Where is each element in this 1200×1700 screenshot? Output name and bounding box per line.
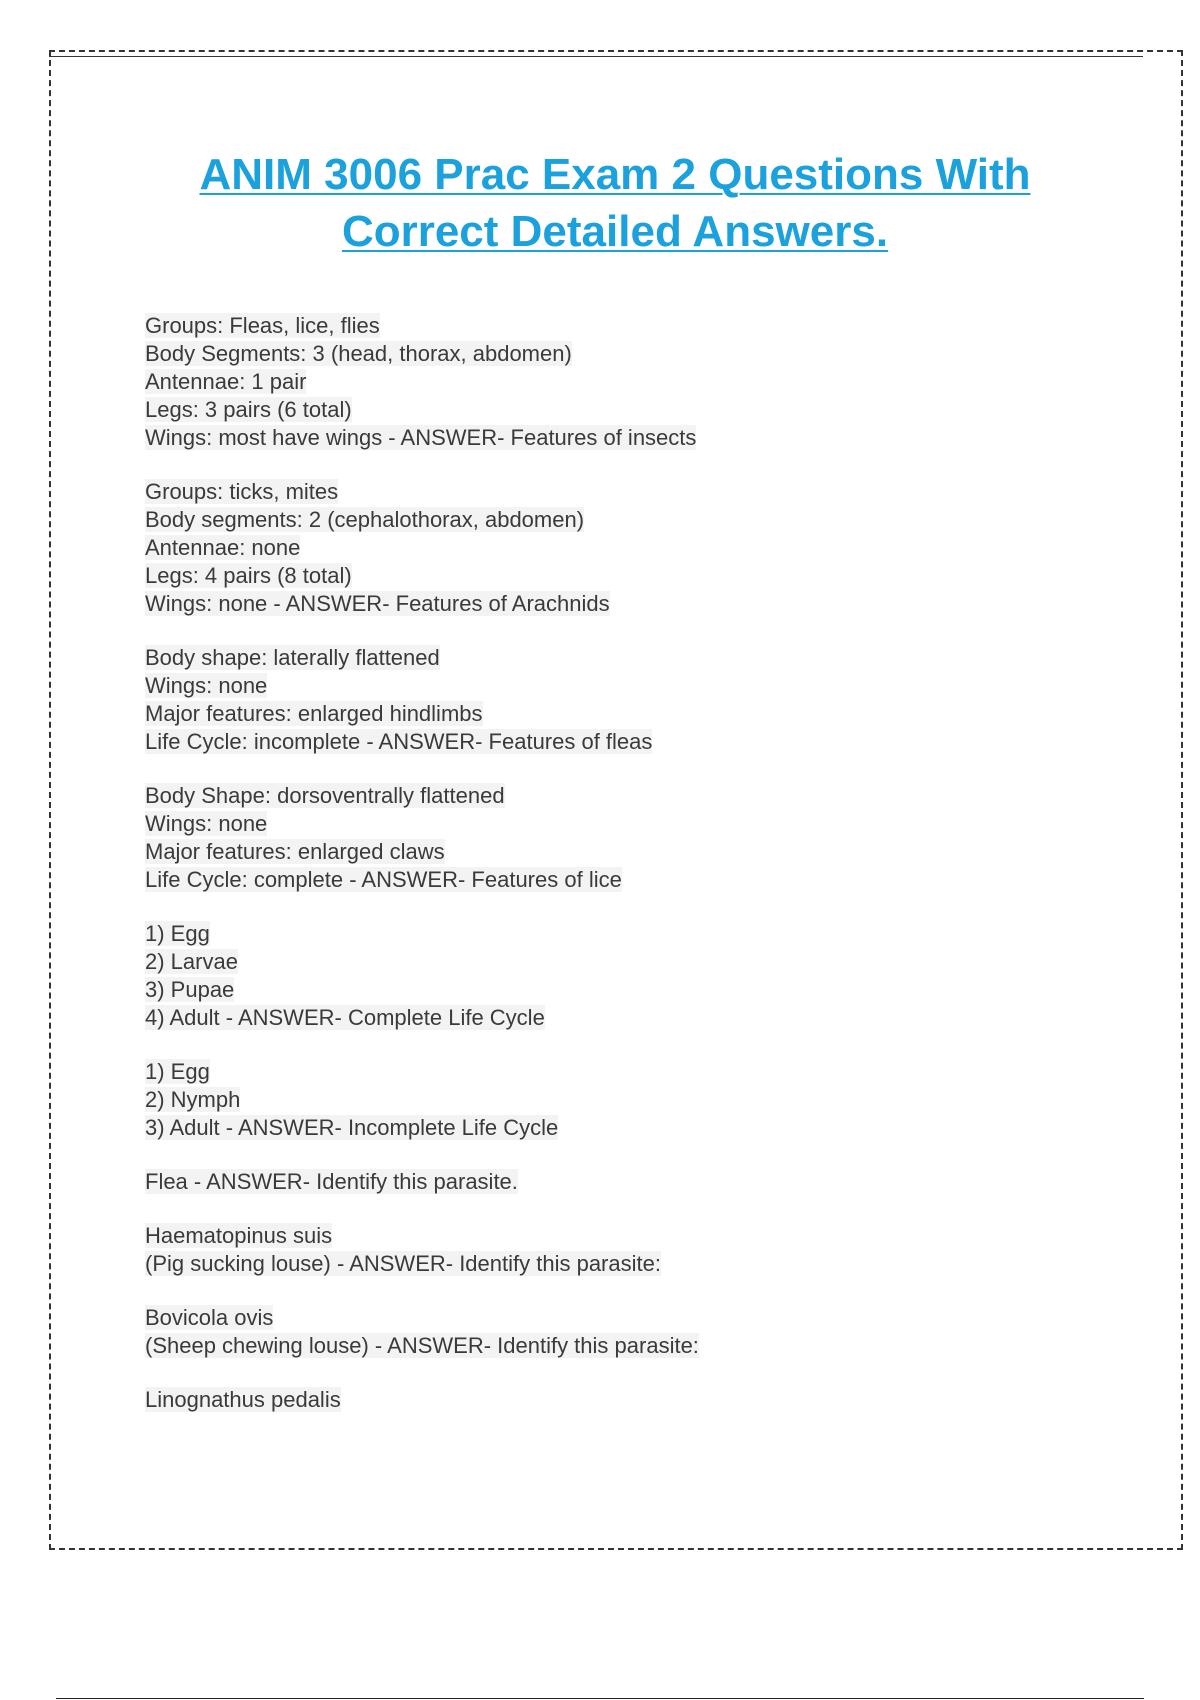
qa-line-text: Groups: ticks, mites [145,479,339,504]
qa-line [145,1058,1105,1086]
qa-line-text: Groups: Fleas, lice, flies [145,313,380,338]
qa-block [145,1058,1105,1142]
qa-line-text: 1) Egg [145,921,210,946]
document-title-line-1: ANIM 3006 Prac Exam 2 Questions With [199,150,1031,199]
qa-block [145,1386,1105,1414]
page-border-top-rule [49,56,1143,57]
qa-line-text: Bovicola ovis [145,1305,274,1330]
qa-line-text: 3) Pupae [145,977,235,1002]
qa-line-text: Linognathus pedalis [145,1387,341,1412]
qa-block [145,920,1105,1032]
qa-line-text: Major features: enlarged claws [145,839,445,864]
qa-line-text: Body shape: laterally flattened [145,645,440,670]
qa-line [145,1250,1105,1278]
qa-block [145,644,1105,756]
qa-line [145,1086,1105,1114]
document-title [120,146,1110,260]
qa-line [145,976,1105,1004]
document-title-line-2: Correct Detailed Answers. [341,207,889,256]
qa-line [145,838,1105,866]
qa-block [145,1304,1105,1360]
qa-line [145,1304,1105,1332]
qa-line [145,782,1105,810]
qa-line [145,340,1105,368]
qa-line [145,1114,1105,1142]
qa-line-text: 2) Larvae [145,949,238,974]
qa-line-text: Wings: most have wings - ANSWER- Features of insects [145,425,697,450]
qa-line [145,506,1105,534]
qa-line [145,590,1105,618]
qa-line-text: Major features: enlarged hindlimbs [145,701,483,726]
qa-line [145,478,1105,506]
qa-line-text: Body segments: 2 (cephalothorax, abdomen) [145,507,585,532]
footer-rule [56,1698,1144,1699]
qa-block [145,1168,1105,1196]
qa-line-text: 2) Nymph [145,1087,241,1112]
qa-line-text: Haematopinus suis [145,1223,333,1248]
qa-line [145,728,1105,756]
qa-block [145,478,1105,618]
qa-line-text: (Pig sucking louse) - ANSWER- Identify this parasite: [145,1251,661,1276]
qa-line-text: Body Shape: dorsoventrally flattened [145,783,505,808]
qa-line-text: Life Cycle: incomplete - ANSWER- Features of fleas [145,729,653,754]
qa-line [145,700,1105,728]
qa-line-text: Legs: 4 pairs (8 total) [145,563,352,588]
qa-line [145,396,1105,424]
qa-line-text: Life Cycle: complete - ANSWER- Features of lice [145,867,622,892]
qa-line-text: Antennae: 1 pair [145,369,307,394]
qa-line-text: 4) Adult - ANSWER- Complete Life Cycle [145,1005,545,1030]
qa-line [145,368,1105,396]
qa-line [145,1168,1105,1196]
qa-line-text: Body Segments: 3 (head, thorax, abdomen) [145,341,572,366]
qa-line [145,1332,1105,1360]
qa-block [145,1222,1105,1278]
qa-line [145,534,1105,562]
qa-line [145,810,1105,838]
qa-line-text: Flea - ANSWER- Identify this parasite. [145,1169,518,1194]
qa-line-text: Wings: none [145,811,268,836]
qa-line [145,672,1105,700]
qa-line-text: 1) Egg [145,1059,210,1084]
qa-line [145,644,1105,672]
qa-line-text: Wings: none - ANSWER- Features of Arachnids [145,591,610,616]
qa-line [145,1222,1105,1250]
qa-line-text: Antennae: none [145,535,301,560]
qa-line-text: Wings: none [145,673,268,698]
qa-line [145,920,1105,948]
qa-line-text: 3) Adult - ANSWER- Incomplete Life Cycle [145,1115,559,1140]
qa-line [145,562,1105,590]
qa-line [145,866,1105,894]
qa-line-text: Legs: 3 pairs (6 total) [145,397,352,422]
qa-block [145,782,1105,894]
qa-content [145,312,1105,1440]
qa-line [145,948,1105,976]
qa-line [145,424,1105,452]
qa-line-text: (Sheep chewing louse) - ANSWER- Identify this parasite: [145,1333,699,1358]
qa-line [145,1004,1105,1032]
qa-block [145,312,1105,452]
qa-line [145,1386,1105,1414]
qa-line [145,312,1105,340]
